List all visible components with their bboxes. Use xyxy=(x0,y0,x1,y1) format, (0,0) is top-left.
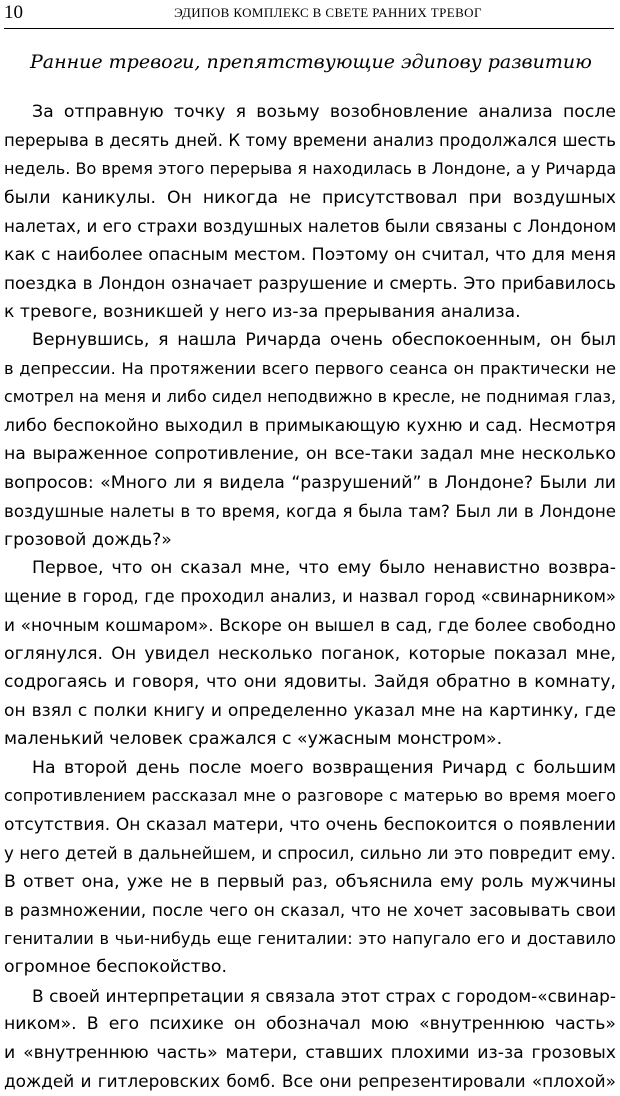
text-line: ником». В его психике он обозначал мою «внутреннюю часть» xyxy=(4,1014,616,1034)
page-header xyxy=(4,0,614,28)
paragraph xyxy=(4,554,616,754)
text-line: к тревоге, возникшей у него из-за прерывания анализа. xyxy=(4,301,521,322)
text-line: сопротивлением рассказал мне о разговоре с матерью во время моего xyxy=(4,786,616,805)
header-rule xyxy=(4,28,614,29)
text-line: воздушные налеты в то время, когда я была там? Был ли в Лондоне xyxy=(4,501,616,521)
text-line: недель. Во время этого перерыва я находилась в Лондоне, а у Ричарда xyxy=(4,159,617,178)
text-line: в размножении, после чего он сказал, что не хочет засовывать свои xyxy=(4,900,616,920)
text-line: налетах, и его страхи воздушных налетов были связаны с Лондоном xyxy=(4,216,617,236)
text-line: как с наиболее опасным местом. Поэтому он считал, что для меня xyxy=(4,244,616,265)
text-line: Первое, что он сказал мне, что ему было ненавистно возвра- xyxy=(32,558,616,578)
paragraph xyxy=(4,754,616,982)
text-line: грозовой дождь?» xyxy=(4,529,172,550)
text-line: перерыва в десять дней. К тому времени анализ продолжался шесть xyxy=(4,130,616,150)
text-line: поездка в Лондон означает разрушение и смерть. Это прибавилось xyxy=(4,273,616,293)
text-line: он взял с полки книгу и определенно указал мне на картинку, где xyxy=(4,700,616,721)
text-line: отсутствия. Он сказал матери, что очень беспокоится о появлении xyxy=(4,814,616,835)
text-line: Вернувшись, я нашла Ричарда очень обеспокоенным, он был xyxy=(32,330,616,350)
text-line: дождей и гитлеровских бомб. Все они репрезентировали «плохой» xyxy=(4,1071,616,1091)
text-line: маленький человек сражался с «ужасным монстром». xyxy=(4,729,503,749)
text-line: были каникулы. Он никогда не присутствовал при воздушных xyxy=(4,187,616,208)
text-line: и «внутреннюю часть» матери, ставших плохими из-за грозовых xyxy=(4,1042,616,1063)
text-line: смотрел на меня и либо сидел неподвижно в кресле, не поднимая глаз, xyxy=(4,387,616,406)
page-number: 10 xyxy=(4,2,23,23)
body-text xyxy=(4,98,616,1096)
text-line: в депрессии. На протяжении всего первого сеанса он практически не xyxy=(4,358,616,378)
running-head: ЭДИПОВ КОМПЛЕКС В СВЕТЕ РАННИХ ТРЕВОГ xyxy=(174,5,482,20)
text-line: вопросов: «Много ли я видела “разрушений” в Лондоне? Были ли xyxy=(4,472,616,493)
text-line: щение в город, где проходил анализ, и назвал город «свинарником» xyxy=(4,586,616,606)
text-line: В своей интерпретации я связала этот страх с городом-«свинар- xyxy=(32,985,616,1006)
text-line: на выраженное сопротивление, он все-таки задал мне несколько xyxy=(4,444,616,464)
paragraph xyxy=(4,98,616,326)
text-line: у него детей в дальнейшем, и спросил, сильно ли это повредит ему. xyxy=(4,843,616,863)
paragraph xyxy=(4,982,616,1096)
text-line: содрогаясь и говоря, что они ядовиты. Зайдя обратно в комнату, xyxy=(4,672,616,692)
section-title: Ранние тревоги, препятствующие эдипову развитию xyxy=(30,51,592,73)
paragraph xyxy=(4,326,616,554)
text-line: либо беспокойно выходил в примыкающую кухню и сад. Несмотря xyxy=(4,415,616,436)
text-line: На второй день после моего возвращения Ричард с большим xyxy=(32,757,616,778)
text-line: В ответ она, уже не в первый раз, объяснила ему роль мужчины xyxy=(4,871,616,892)
text-line: оглянулся. Он увидел несколько поганок, которые показал мне, xyxy=(4,643,616,664)
text-line: За отправную точку я возьму возобновление анализа после xyxy=(32,102,616,122)
text-line: гениталии в чьи-нибудь еще гениталии: это напугало его и доставило xyxy=(4,928,616,948)
text-line: и «ночным кошмаром». Вскоре он вышел в сад, где более свободно xyxy=(4,615,616,635)
text-line: огромное беспокойство. xyxy=(4,957,227,977)
